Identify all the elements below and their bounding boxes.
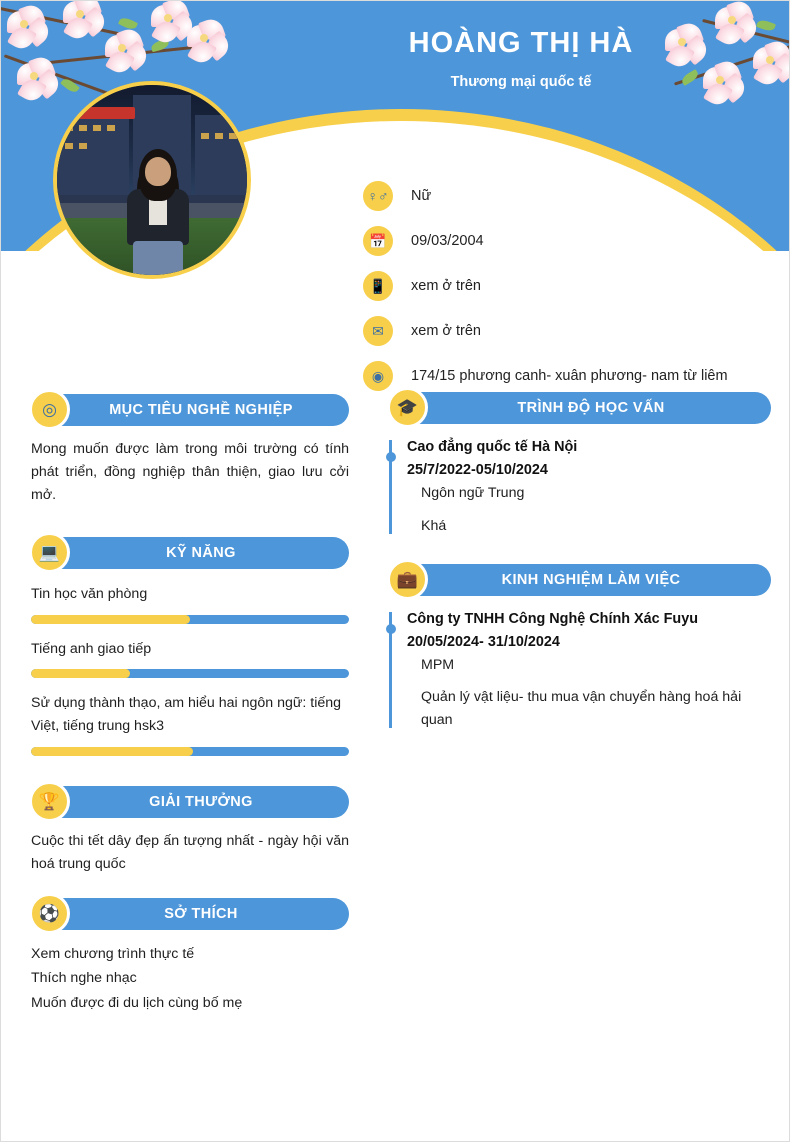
- timeline-dot: [386, 624, 396, 634]
- education-major: Ngôn ngữ Trung: [421, 485, 525, 502]
- graduation-cap-icon: 🎓: [387, 387, 428, 428]
- contact-value-address: 174/15 phương canh- xuân phương- nam từ liêm: [411, 367, 728, 384]
- left-column: [31, 394, 349, 1015]
- soccer-icon: ⚽: [29, 893, 70, 934]
- section-title-hobbies: SỞ THÍCH: [164, 905, 238, 922]
- skill-bar: [31, 669, 349, 678]
- section-header-hobbies: [31, 898, 349, 930]
- monitor-icon: 💻: [29, 532, 70, 573]
- gender-icon: ♀♂: [363, 181, 393, 211]
- location-icon: ◉: [363, 361, 393, 391]
- section-title-experience: KINH NGHIỆM LÀM VIỆC: [501, 571, 681, 588]
- experience-date: 20/05/2024- 31/10/2024: [407, 633, 560, 650]
- contact-value-email: xem ở trên: [411, 322, 481, 339]
- skill-bar: [31, 615, 349, 624]
- skill-name: Tin học văn phòng: [31, 586, 148, 602]
- right-column: [389, 392, 771, 736]
- skill-bar: [31, 747, 349, 756]
- education-entry: [389, 436, 771, 538]
- phone-icon: 📱: [363, 271, 393, 301]
- objective-text: Mong muốn được làm trong môi trường có tính phát triển, đồng nghiệp thân thiện, giao lưu cởi mở.: [31, 441, 349, 503]
- skill-item: [31, 692, 349, 755]
- contact-value-gender: Nữ: [411, 187, 432, 204]
- hobby-item: Muốn được đi du lịch cùng bố mẹ: [31, 994, 243, 1011]
- skill-name: Tiếng anh giao tiếp: [31, 640, 152, 657]
- contact-row-phone: [363, 263, 783, 308]
- contact-row-gender: [363, 173, 783, 218]
- avatar-photo: [57, 85, 247, 275]
- contact-row-address: [363, 353, 783, 398]
- briefcase-icon: 💼: [387, 559, 428, 600]
- education-grade: Khá: [421, 517, 447, 534]
- section-title-awards: GIẢI THƯỞNG: [149, 793, 253, 810]
- target-icon: ◎: [29, 389, 70, 430]
- hobby-item: Thích nghe nhạc: [31, 970, 137, 987]
- skill-item: [31, 638, 349, 679]
- contact-value-birthdate: 09/03/2004: [411, 232, 484, 249]
- experience-description: Quản lý vật liệu- thu mua vận chuyển hàng hoá hải quan: [421, 689, 742, 729]
- awards-text: Cuộc thi tết dây đẹp ấn tượng nhất - ngày hội văn hoá trung quốc: [31, 832, 349, 872]
- contact-row-email: [363, 308, 783, 353]
- section-header-experience: [389, 564, 771, 596]
- skill-item: [31, 583, 349, 624]
- contact-value-phone: xem ở trên: [411, 277, 481, 294]
- section-title-education: TRÌNH ĐỘ HỌC VẤN: [517, 400, 665, 416]
- experience-entry: [389, 608, 771, 732]
- section-title-objective: MỤC TIÊU NGHỀ NGHIỆP: [109, 402, 293, 418]
- avatar: [53, 81, 251, 279]
- section-title-skills: KỸ NĂNG: [166, 545, 236, 561]
- education-school: Cao đẳng quốc tế Hà Nội: [407, 439, 578, 455]
- timeline-dot: [386, 452, 396, 462]
- experience-position: MPM: [421, 656, 455, 673]
- trophy-icon: 🏆: [29, 781, 70, 822]
- section-header-skills: [31, 537, 349, 569]
- job-title: Thương mại quốc tế: [450, 74, 592, 90]
- calendar-icon: 📅: [363, 226, 393, 256]
- page-title: HOÀNG THỊ HÀ: [408, 27, 634, 59]
- hobby-item: Xem chương trình thực tế: [31, 945, 195, 962]
- skill-name: Sử dụng thành thạo, am hiểu hai ngôn ngữ: tiếng Việt, tiếng trung hsk3: [31, 695, 342, 735]
- contact-list: [363, 173, 783, 398]
- section-header-objective: [31, 394, 349, 426]
- sakura-branch-right-icon: [661, 1, 790, 111]
- experience-company: Công ty TNHH Công Nghệ Chính Xác Fuyu: [407, 610, 698, 627]
- education-date: 25/7/2022-05/10/2024: [407, 462, 548, 479]
- section-header-awards: [31, 786, 349, 818]
- email-icon: ✉: [363, 316, 393, 346]
- contact-row-birthdate: [363, 218, 783, 263]
